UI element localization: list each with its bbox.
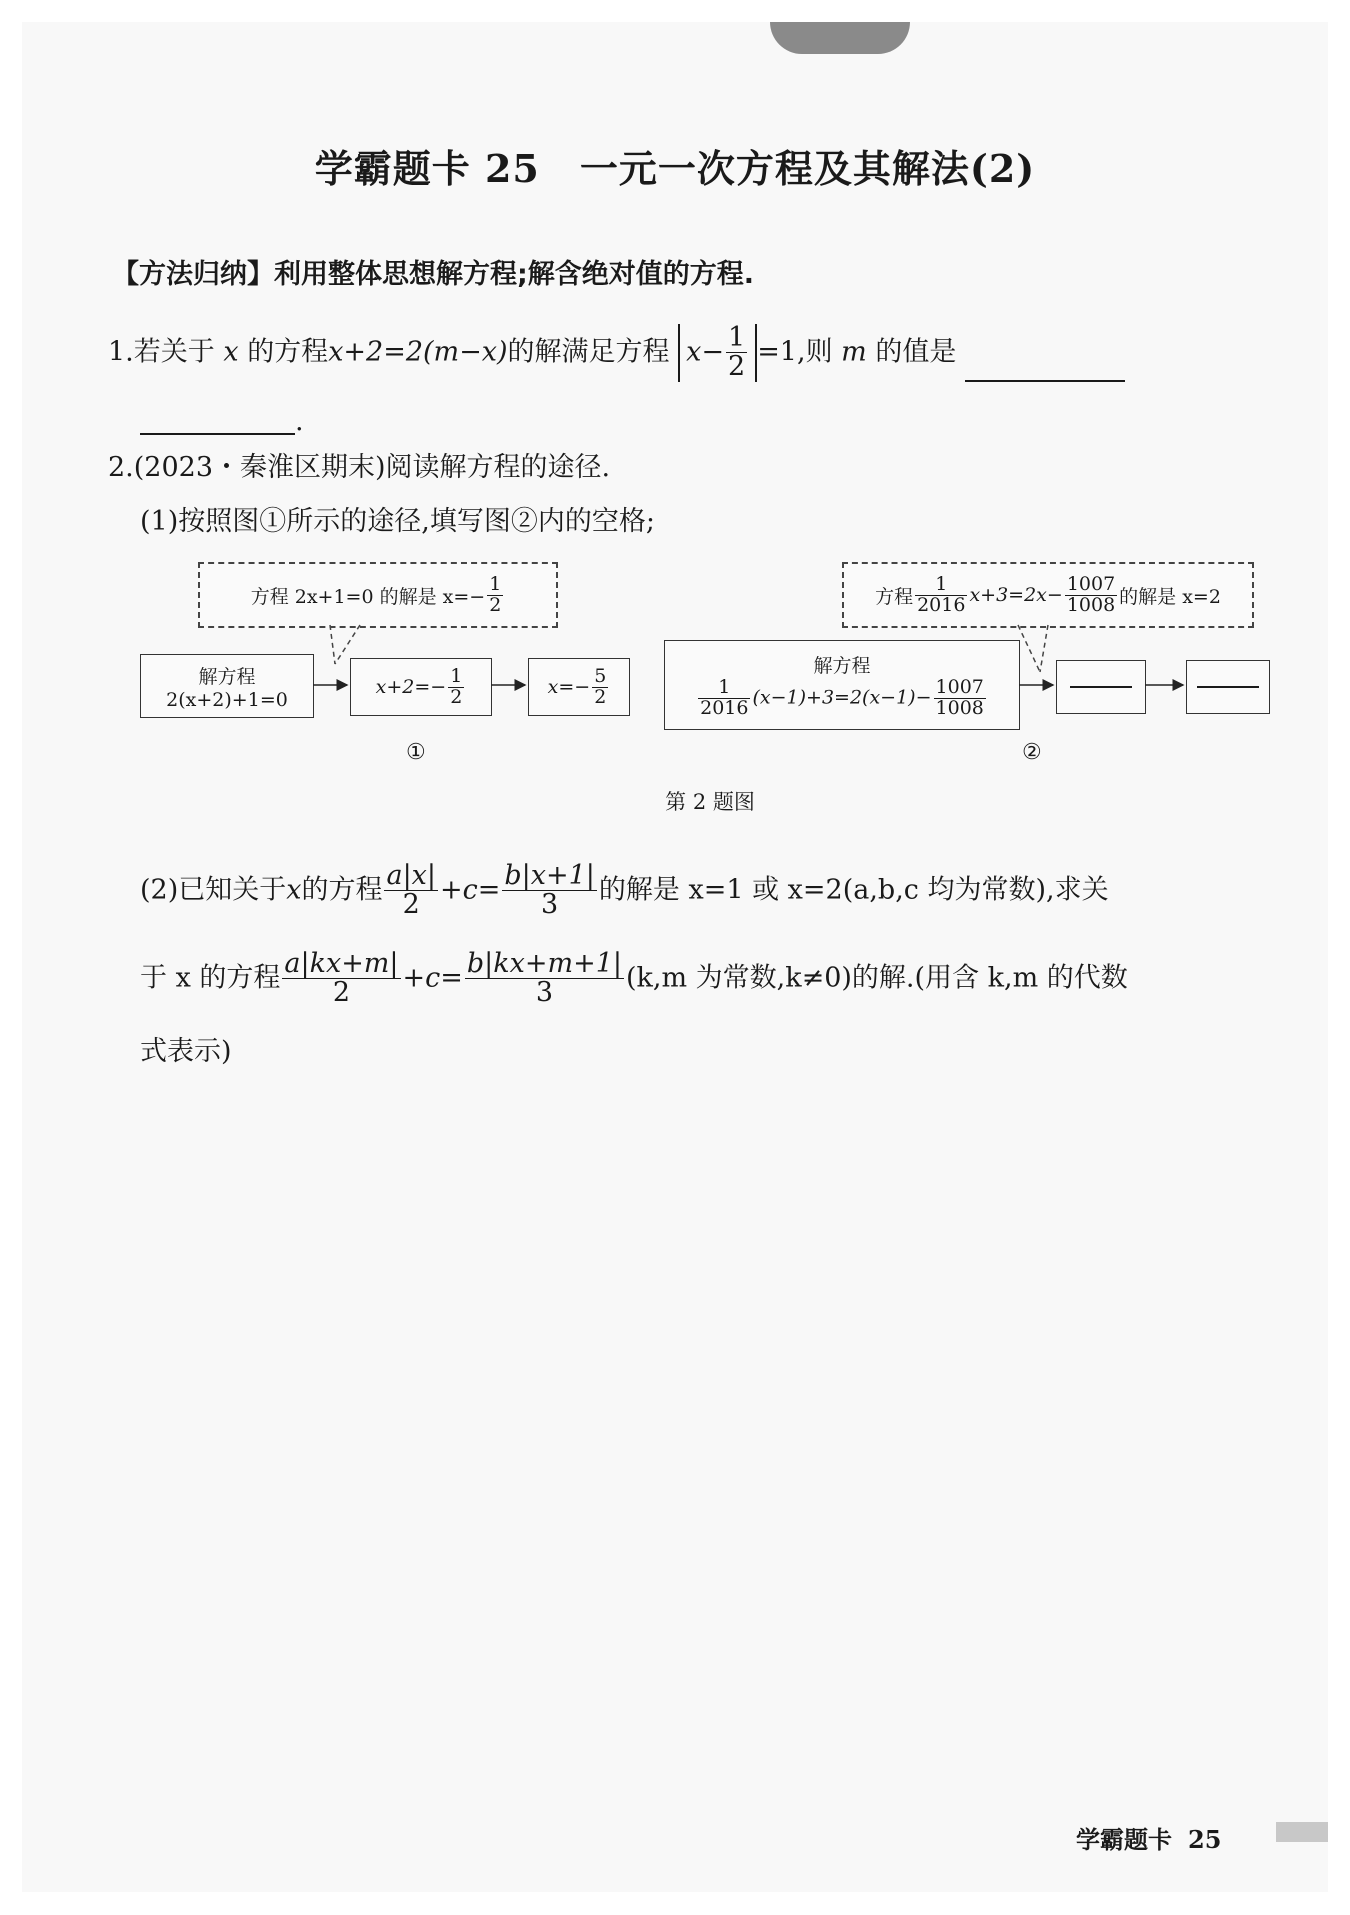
- frac-den: 2: [332, 977, 351, 1009]
- q1-text: =1,则: [757, 336, 833, 368]
- frac-den: 2: [728, 351, 746, 383]
- footer-decoration: [1276, 1822, 1328, 1842]
- frac-den: 2016: [917, 593, 966, 616]
- box-text: x+2=−: [375, 676, 447, 698]
- frac-den: 2: [402, 889, 420, 921]
- footer-label: 学霸题卡: [1076, 1826, 1172, 1854]
- question-2-part2-line1: [140, 862, 1109, 920]
- var-x: x: [286, 874, 302, 906]
- frac-num: 1007: [935, 676, 984, 699]
- q1-number: 1.: [108, 336, 134, 368]
- callout-pointer-d1: [330, 625, 335, 664]
- frac-num: a|kx+m|: [284, 948, 399, 979]
- q1-text: 的解满足方程: [507, 336, 670, 368]
- page-number: 25: [1188, 1825, 1222, 1854]
- frac-num: b|x+1|: [504, 860, 595, 891]
- text: 的方程: [301, 874, 383, 906]
- frac-num: 1: [450, 664, 463, 687]
- frac-den: 1008: [1066, 593, 1116, 616]
- q1-text: 若关于: [133, 336, 215, 368]
- text: +c=: [440, 874, 501, 906]
- abs-left: x−: [686, 336, 724, 368]
- frac-num: 1: [489, 572, 502, 595]
- q1-period: .: [295, 406, 304, 437]
- question-2-part2-line3: 式表示): [140, 1036, 232, 1067]
- box-line1: 解方程: [198, 665, 256, 688]
- frac-den: 2: [450, 685, 463, 708]
- text: 于 x 的方程: [140, 962, 281, 994]
- callout-text: x+3=2x−: [969, 584, 1063, 606]
- diagram1-label: ①: [406, 740, 426, 765]
- text: (k,m 为常数,k≠0)的解.(用含 k,m 的代数: [625, 962, 1128, 994]
- frac-den: 2: [594, 685, 607, 708]
- question-2-header: 2.(2023・秦淮区期末)阅读解方程的途径.: [108, 452, 611, 483]
- frac-den: 2016: [700, 697, 749, 719]
- callout-pointer-d1: [335, 625, 360, 664]
- title-right: 一元一次方程及其解法(2): [579, 146, 1036, 191]
- callout-pointer-d2: [1040, 625, 1048, 672]
- box-line2: 2(x+2)+1=0: [166, 688, 288, 711]
- fraction: [502, 862, 597, 920]
- text: 的解是 x=1 或 x=2(a,b,c 均为常数),求关: [598, 874, 1109, 906]
- frac-num: 1: [698, 678, 750, 699]
- question-2-part2-line2: [140, 950, 1128, 1008]
- frac-num: 1: [915, 575, 967, 596]
- q1-var-x: x: [223, 336, 239, 368]
- q1-var-m: m: [841, 336, 867, 368]
- title-left: 学霸题卡 25: [314, 146, 540, 191]
- question-2-part1: (1)按照图①所示的途径,填写图②内的空格;: [140, 506, 655, 537]
- frac-num: 1: [728, 322, 746, 353]
- box-text: x=−: [547, 676, 591, 698]
- frac-num: b|kx+m+1|: [466, 948, 622, 979]
- frac-num: 5: [594, 664, 607, 687]
- method-summary: 【方法归纳】利用整体思想解方程;解含绝对值的方程.: [112, 259, 755, 290]
- figure-caption: 第 2 题图: [665, 790, 755, 814]
- box-line1: 解方程: [813, 655, 871, 678]
- frac-den: 3: [541, 889, 559, 921]
- q1-equation: x+2=2(m−x): [328, 336, 508, 368]
- page-footer: [1076, 1820, 1221, 1855]
- callout-text: 的解是 x=2: [1119, 585, 1221, 608]
- box-text: (x−1)+3=2(x−1)−: [752, 686, 932, 709]
- text: +c=: [402, 962, 463, 994]
- q1-text: 的值是: [875, 336, 957, 368]
- fraction: [384, 862, 438, 920]
- frac-den: 1008: [935, 697, 984, 719]
- text: (2)已知关于: [140, 874, 287, 906]
- fraction: [465, 950, 624, 1008]
- frac-den: 2: [489, 593, 502, 616]
- frac-num: 1007: [1066, 572, 1116, 595]
- frac-num: a|x|: [386, 860, 437, 891]
- callout-pointer-d2: [1018, 625, 1040, 672]
- callout-text: 方程 2x+1=0 的解是 x=−: [250, 585, 486, 608]
- fraction: [282, 950, 400, 1008]
- callout-text: 方程: [875, 585, 914, 608]
- frac-den: 3: [535, 977, 554, 1009]
- diagram2-label: ②: [1022, 740, 1042, 765]
- q1-text: 的方程: [247, 336, 329, 368]
